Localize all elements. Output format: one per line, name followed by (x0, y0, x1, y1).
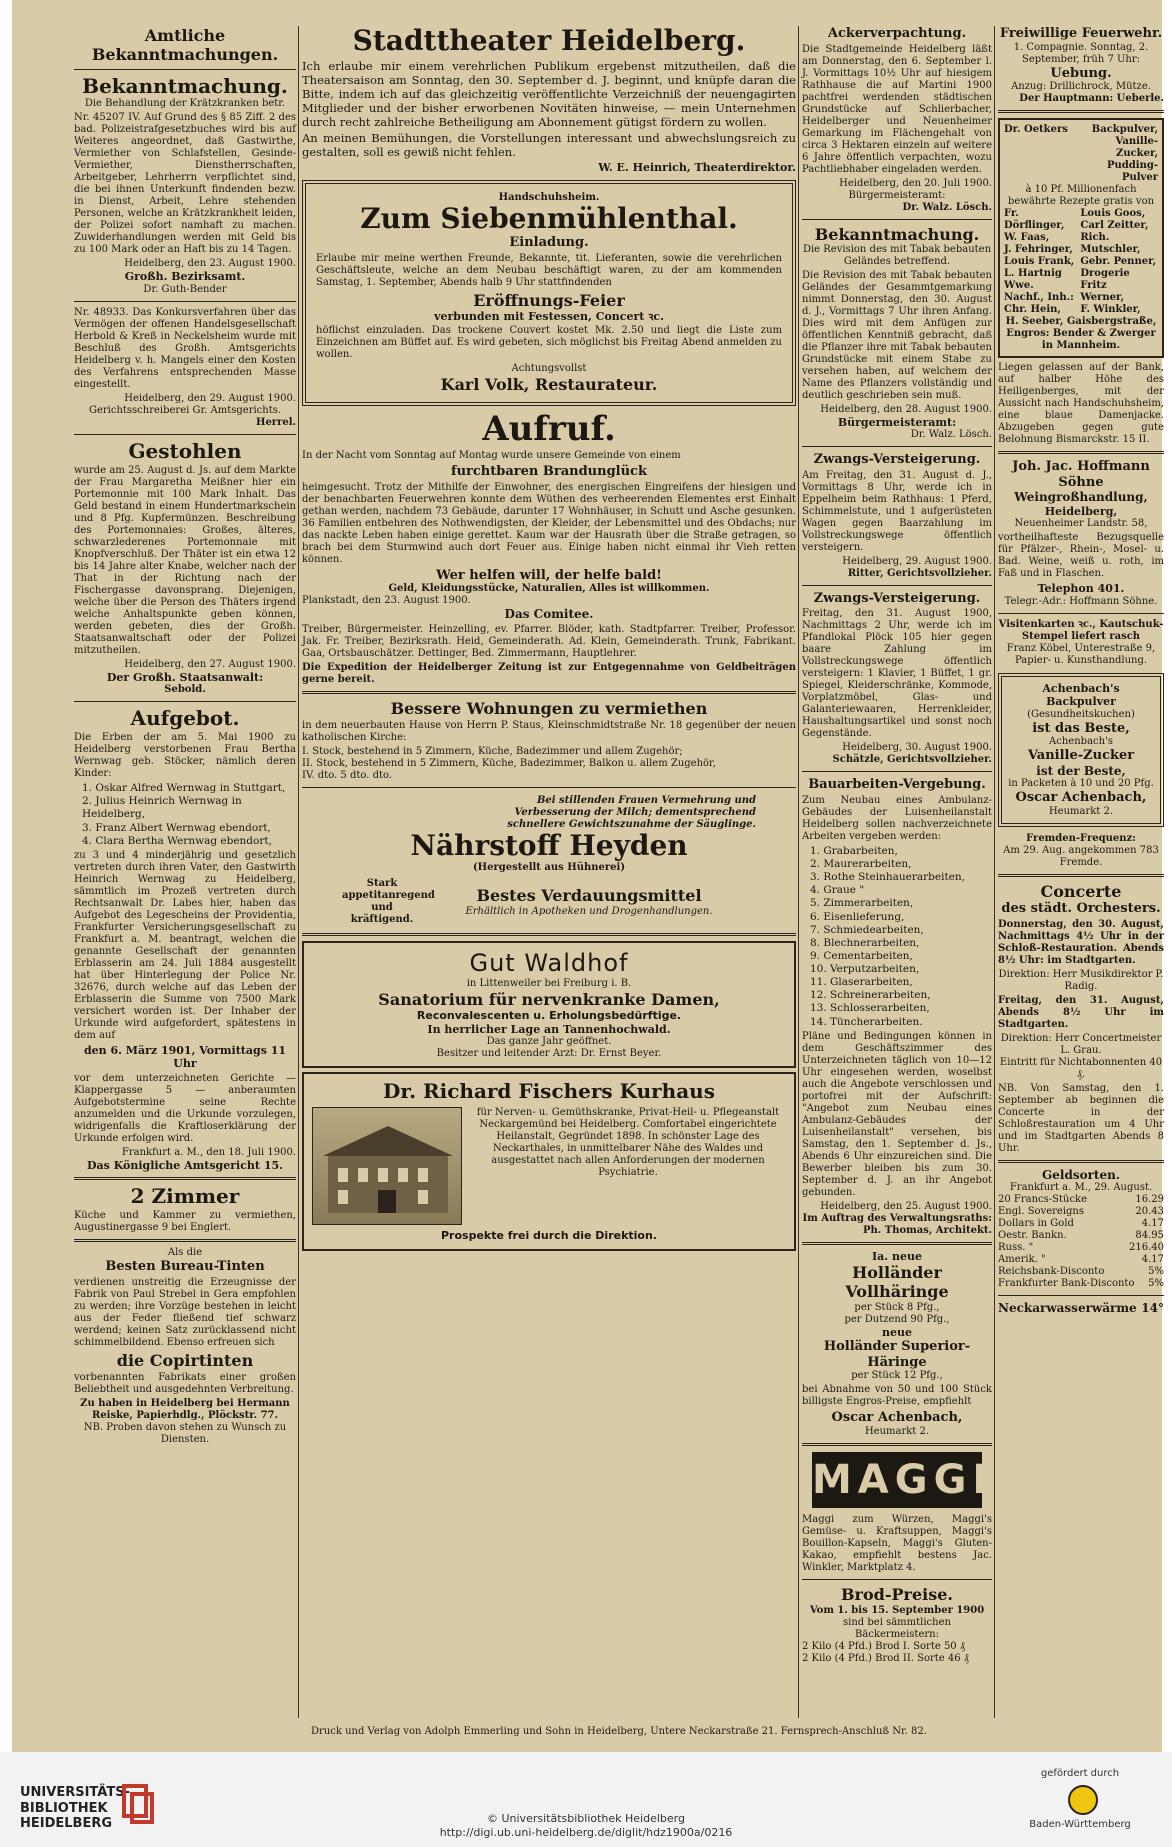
water-title: Neckarwasserwärme (998, 1301, 1137, 1316)
auction-date: Heidelberg, 30. August 1900. (842, 742, 992, 754)
oetker-shops-left (1004, 208, 1080, 316)
water-value: 14° (1141, 1301, 1164, 1316)
divider (802, 585, 992, 586)
herring-price: per Stück 8 Pfg., (854, 1301, 940, 1313)
inn-text-2: höflichst einzuladen. Das trockene Couvert kostet Mk. 2.50 und liegt die Liste zum Einzeichnen am Büffet auf. Es wird gebeten, sich möglichst bis Freitag Abend anmelden zu wollen. (316, 325, 782, 361)
currency-name: Engl. Sovereigns (998, 1206, 1085, 1218)
money-row (998, 1194, 1164, 1206)
money-row (998, 1254, 1164, 1266)
notice-date: Heidelberg, den 23. August 1900. (124, 258, 296, 270)
achenbach-ad (998, 673, 1164, 827)
wine-telephone: Telephon 401. (1037, 582, 1125, 596)
oetker-shops-right (1080, 208, 1158, 316)
currency-name: Reichsbank-Disconto (998, 1266, 1105, 1278)
divider (998, 451, 1164, 454)
shop-name: Gebr. Penner, (1080, 256, 1157, 268)
works-item: 8. Blechnerarbeiten, (810, 936, 920, 949)
money-title: Geldsorten. (1042, 1167, 1120, 1182)
appeal-lead: In der Nacht vom Sonntag auf Montag wurde unsere Gemeinde von einem (302, 450, 681, 462)
shop-name: W. Faas, (1004, 232, 1050, 244)
herring-title: Holländer Vollhäringe (845, 1263, 949, 1302)
achenbach-lead: Achenbach's (1049, 736, 1113, 748)
achenbach-sub: (Gesundheitskuchen) (1027, 708, 1135, 720)
wine-address: Neuenheimer Landstr. 58, (1014, 518, 1148, 530)
fire-title: Freiwillige Feuerwehr. (999, 26, 1163, 41)
waldhof-lage: In herrlicher Lage an Tannenhochwald. (427, 1022, 671, 1036)
bread-sub: sind bei sämmtlichen Bäckermeistern: (843, 1616, 951, 1640)
notice-title: Bekanntmachung. (82, 74, 288, 99)
shop-name: Fr. Dörflinger, (1004, 208, 1065, 232)
auction-text: Am Freitag, den 31. August d. J., Vormittags 8 Uhr, werde ich in Eppelheim beim Rathhaus: 1 Pferd, Schimmelstute, und 1 aufgerüsteten Wagen gegen Baarzahlung im Vollstreckungswege öffentlich versteigern. (802, 469, 992, 553)
lease-office: Bürgermeisteramt: (848, 189, 946, 201)
concert-title: Concerte (1040, 882, 1122, 902)
shop-name: L. Hartnig Wwe. (1004, 268, 1062, 292)
committee-note: Die Expedition der Heidelberger Zeitung ist zur Entgegennahme von Geldbeiträgen gerne bereit. (302, 661, 796, 685)
bankruptcy-text: Nr. 48933. Das Konkursverfahren über das Vermögen der offenen Handelsgesellschaft Herbold & Kreß in Neckelsheim wurde mit Beschluß des Großh. Amtsgerichts Heidelberg v. h. Mangels einer den Kosten des Verfahrens entsprechenden Masse eingestellt. (74, 306, 296, 390)
stolen-date: Heidelberg, den 27. August 1900. (124, 658, 296, 670)
shop-name: Nachf., Inh.: (1004, 292, 1074, 304)
shop-name: Carl Zeitter, (1080, 220, 1149, 232)
appeal-call: Wer helfen will, der helfe bald! (436, 567, 662, 583)
oetker-price: à 10 Pf. Millionenfach bewährte Rezepte gratis von (1007, 184, 1155, 208)
divider (998, 1295, 1164, 1296)
herring-text: bei Abnahme von 50 und 100 Stück billigste Engros-Preise, empfiehlt (802, 1384, 992, 1408)
cards-text: Visitenkarten ꝛc., Kautschuk-Stempel liefert rasch (998, 618, 1164, 642)
divider (302, 691, 796, 694)
achenbach-vanilla: Vanille-Zucker (1027, 748, 1135, 764)
works-text-2: Pläne und Bedingungen können in dem Geschäftszimmer des Unterzeichneten täglich von 10—12 Uhr eingesehen werden, woselbst auch die Angebote verschlossen und portofrei mit der Aufschrift: "Angebot zum Neubau eines Ambulanz-Gebäudes der Luisenheilanstalt" versehen, bis Samstag, den 1. September d. Js., Abends 6 Uhr einzureichen sind. Die Bewerber bleiben bis zum 30. September d. J. an ihr Angebot gebunden. (802, 1030, 992, 1198)
money-row (998, 1230, 1164, 1242)
oetker-items: Backpulver, Vanille-Zucker, Pudding-Pulver (1091, 124, 1158, 184)
achenbach-title: Achenbach's Backpulver (1042, 681, 1120, 709)
flats-text: in dem neuerbauten Hause von Herrn P. Staus, Kleinschmidtstraße Nr. 18 gegenüber der neuen katholischen Kirche: (302, 720, 796, 744)
food-sub: (Hergestellt aus Hühnerei) (472, 861, 626, 873)
food-claim: Bestes Verdauungsmittel (476, 886, 702, 906)
oetker-shops (1004, 208, 1158, 316)
heir-item: 4. Clara Bertha Wernwag ebendort, (82, 834, 272, 847)
money-row (998, 1242, 1164, 1254)
waldhof-ad (302, 941, 796, 1068)
appeal-date: Plankstadt, den 23. August 1900. (302, 595, 471, 607)
herring-lead: Ia. neue (872, 1249, 922, 1263)
waldhof-location: in Littenweiler bei Freiburg i. B. (466, 978, 632, 990)
banns-term: den 6. März 1901, Vormittags 11 Uhr (83, 1043, 287, 1071)
currency-name: Russ. " (998, 1242, 1034, 1254)
theater-signature: W. E. Heinrich, Theaterdirektor. (598, 160, 796, 174)
shop-name: J. Fehringer, (1004, 244, 1073, 256)
divider (302, 787, 796, 788)
achenbach-best: ist das Beste, (1032, 720, 1130, 736)
works-item: 3. Rothe Steinhauerarbeiten, (810, 871, 965, 884)
wine-sub: Weingroßhandlung, (1014, 490, 1148, 505)
concert-1-director: Direktion: Herr Musikdirektor P. Radig. (998, 968, 1164, 992)
fire-signature: Der Hauptmann: Ueberle. (1019, 93, 1164, 105)
money-header: Frankfurt a. M., 29. August. (1009, 1182, 1153, 1194)
herring-price: per Dutzend 90 Pfg., (844, 1313, 950, 1325)
divider (998, 874, 1164, 877)
inn-event-sub: verbunden mit Festessen, Concert ꝛc. (434, 309, 664, 323)
stolen-title: Gestohlen (128, 438, 242, 463)
currency-name: Frankfurter Bank-Disconto (998, 1278, 1135, 1290)
waldhof-sub: Reconvalescenten u. Erholungsbedürftige. (416, 1009, 682, 1023)
currency-name: 20 Francs-Stücke (998, 1194, 1088, 1206)
bankruptcy-date: Heidelberg, den 29. August 1900. (124, 392, 296, 404)
appeal-goods: Geld, Kleidungsstücke, Naturalien, Alles ist willkommen. (388, 583, 710, 595)
divider (802, 1443, 992, 1446)
inn-signature: Karl Volk, Restaurateur. (440, 375, 658, 395)
copyright-block (0, 1812, 1172, 1841)
works-item: 12. Schreinerarbeiten, (810, 989, 931, 1002)
copyright-text: © Universitätsbibliothek Heidelberg (486, 1812, 685, 1825)
cards-seller: Franz Köbel, Unterestraße 9, Papier- u. Kunsthandlung. (1006, 642, 1156, 666)
appeal-title: Aufruf. (482, 409, 616, 450)
divider (998, 613, 1164, 614)
tobacco-text: Die Revision des mit Tabak bebauten Geländes der Gesammtgemarkung nimmt Donnerstag, den 30. August d. J., Vormittags 7 Uhr ihren Anfang. Dies wird mit dem Anfügen zur öffentlichen Kenntniß gebracht, daß die Pflanzer ihre mit Tabak bebauten Grundstücke mit einem Stabe zu versehen haben, auf welchem der Name des Pflanzers vollständig und deutlich geschrieben sein muß. (802, 269, 992, 401)
divider (302, 933, 796, 936)
inn-title: Zum Siebenmühlenthal. (360, 202, 738, 236)
visitors-title: Fremden-Frequenz: (1026, 833, 1136, 845)
banns-text-2: zu 3 und 4 minderjährig und gesetzlich vertreten durch ihren Vater, den Gastwirth Heinrich Wernwag zu Heidelberg, sämmtlich im Prozeß vertreten durch Rechtsanwalt Dr. Labes hier, haben das Aufgebot des Legescheins der Providentia, Frankfurter Versicherungsgesellschaft zu Frankfurt a. M. beantragt, welchen die genannte Gesellschaft der genannten Erblasserin am 24. Juli 1884 ausgestellt hat über Hinterlegung der Police Nr. 32676, durch welche auf das Leben der Erblasserin die Summe von 7500 Mark versichert worden ist. Der Inhaber der Urkunde wird aufgefordert, spätestens in dem auf (74, 849, 296, 1041)
section-header: Amtliche Bekanntmachungen. (91, 26, 279, 65)
column-rule (798, 26, 799, 1718)
heir-item: 2. Julius Heinrich Wernwag in Heidelberg, (82, 795, 242, 821)
auction-signature: Schätzle, Gerichtsvollzieher. (832, 754, 992, 766)
works-item: 10. Verputzarbeiten, (810, 963, 920, 976)
works-title: Bauarbeiten-Vergebung. (808, 777, 986, 793)
maggi-text: Maggi zum Würzen, Maggi's Gemüse- u. Kraftsuppen, Maggi's Bouillon-Kapseln, Maggi's Gluten-Kakao, empfiehlt bestens Jac. Winkler, Marktplatz 4. (802, 1514, 992, 1574)
works-item: 14. Tüncherarbeiten. (810, 1015, 923, 1028)
copy-ink-note: NB. Proben davon stehen zu Wunsch zu Diensten. (83, 1421, 287, 1445)
visitors-text: Am 29. Aug. angekommen 783 Fremde. (1003, 845, 1159, 869)
currency-value: 16.29 (1135, 1194, 1164, 1206)
herring-address: Heumarkt 2. (864, 1425, 930, 1437)
tobacco-title: Bekanntmachung. (814, 224, 980, 244)
divider (74, 301, 296, 302)
works-item: 1. Grabarbeiten, (810, 844, 898, 857)
works-item: 11. Glaserarbeiten, (810, 976, 913, 989)
copy-ink-seller: Zu haben in Heidelberg bei Hermann Reiske, Papierhdlg., Plöckstr. 77. (80, 1397, 290, 1421)
concert-sub: des städt. Orchesters. (1001, 901, 1161, 917)
maggi-logo: MAGGI (812, 1452, 982, 1509)
concert-fee: Eintritt für Nichtabonnenten 40 ₰. (999, 1056, 1163, 1080)
kurhaus-building-image (312, 1107, 462, 1225)
currency-name: Dollars in Gold (998, 1218, 1074, 1230)
inn-invite: Einladung. (509, 235, 589, 251)
bread-period: Vom 1. bis 15. September 1900 (809, 1604, 985, 1616)
waldhof-open: Das ganze Jahr geöffnet. (486, 1036, 612, 1048)
appeal-text: heimgesucht. Trotz der Mithilfe der Einwohner, des energischen Eingreifens der hiesigen und der benachbarten Feuerwehren konnte dem Wüthen des verheerenden Elementes erst Einhalt gethan werden, nachdem 73 Gebäude, darunter 17 Wohnhäuser, in Schutt und Asche gesunken. 36 Familien entbehren des Nothwendigsten, der Kleider, der Lebensmittel und des Obdachs; nur das nackte Leben haben einige gerettet. Kaum war der Hausrath über die Straße getragen, so brach bei dem Sturmwind auch dort Feuer aus. Einige haben nicht einmal ihr Vieh retten können. (302, 481, 796, 565)
theater-title: Stadttheater Heidelberg. (352, 24, 746, 57)
oetker-brand: Dr. Oetkers (1004, 124, 1068, 136)
currency-value: 5% (1148, 1278, 1164, 1290)
shop-name: Rich. Mutschler, (1080, 232, 1141, 256)
theater-text: Ich erlaube mir einem verehrlichen Publikum ergebenst mitzutheilen, daß die Theatersaison am Sonntag, den 30. September d. J. beginnt, und knüpfe daran die Bitte, indem ich auf das gleichzeitig veröffentlichte Verzeichniß der neuengagirten Mitglieder und der bisher erworbenen Novitäten hinweise, — mein Unternehmen durch recht zahlreiche Betheiligung am Abonnement gütigst fördern zu wollen. (302, 58, 796, 129)
food-title: Nährstoff Heyden (410, 829, 688, 863)
concert-note: NB. Von Samstag, den 1. September ab beginnen die Concerte in der Schloßrestauration um 4 Uhr und im Stadtgarten Abends 8 Uhr. (998, 1082, 1164, 1154)
wine-text: vortheilhafteste Bezugsquelle für Pfälzer-, Rhein-, Mosel- u. Bad. Weine, weiß u. roth, im Faß und in Flaschen. (998, 532, 1164, 580)
tobacco-office: Bürgermeisteramt: (837, 415, 957, 429)
banns-court: Das Königliche Amtsgericht 15. (87, 1158, 283, 1172)
column-official-notices (74, 26, 296, 1718)
notice-office: Großh. Bezirksamt. (124, 270, 246, 284)
banns-title: Aufgebot. (130, 706, 240, 731)
auction-signature: Ritter, Gerichtsvollzieher. (847, 567, 992, 579)
currency-name: Amerik. " (998, 1254, 1046, 1266)
bread-row: 2 Kilo (4 Pfd.) Brod II. Sorte 46 ₰ (802, 1652, 969, 1664)
notice-signature: Dr. Guth-Bender (143, 283, 227, 295)
library-line: HEIDELBERG (20, 1816, 113, 1832)
stolen-office: Der Großh. Staatsanwalt: (106, 670, 264, 684)
works-item: 13. Schlosserarbeiten, (810, 1002, 930, 1015)
works-text: Zum Neubau eines Ambulanz-Gebäudes der Luisenheilanstalt Heidelberg sollen nachverzeichnete Arbeiten vergeben werden: (802, 794, 992, 842)
works-item: 6. Eisenlieferung, (810, 910, 905, 923)
bread-row: 2 Kilo (4 Pfd.) Brod I. Sorte 50 ₰ (802, 1640, 965, 1652)
library-line: UNIVERSITÄTS- (20, 1785, 130, 1800)
works-signature: Im Auftrag des Verwaltungsraths: Ph. Thomas, Architekt. (802, 1212, 992, 1236)
shop-name: Chr. Hein, (1004, 304, 1061, 316)
imprint-line: Druck und Verlag von Adolph Emmerling und Sohn in Heidelberg, Untere Neckarstraße 21. Fernsprech-Anschluß Nr. 82. (311, 1726, 927, 1737)
state-crest-icon (1068, 1785, 1098, 1815)
ink-title: Besten Bureau-Tinten (105, 1259, 265, 1275)
lost-jacket-text: Liegen gelassen auf der Bank, auf halber Höhe des Heiligenberges, mit der Aussicht nach Handschuhsheim, eine blaue Damenjacke. Abzugeben gegen gute Belohnung Bismarckstr. 15 II. (998, 362, 1164, 446)
divider (74, 434, 296, 435)
sponsor-label: gefördert durch (1040, 1768, 1120, 1779)
flats-row: IV. dto. 5 dto. dto. (302, 770, 393, 782)
inn-ad (302, 180, 796, 406)
works-item: 5. Zimmerarbeiten, (810, 897, 914, 910)
currency-name: Oestr. Bankn. (998, 1230, 1067, 1242)
column-rule (298, 26, 299, 1718)
committee-title: Das Comitee. (504, 607, 594, 622)
flats-title: Bessere Wohnungen zu vermiethen (390, 698, 708, 718)
concert-1: Donnerstag, den 30. August, Nachmittags 4½ Uhr in der Schloß-Restauration. Abends 8½ Uhr: im Stadtgarten. (998, 918, 1164, 966)
concert-2-director: Direktion: Herr Concertmeister L. Grau. (1000, 1032, 1162, 1056)
bankruptcy-office: Gerichtsschreiberei Gr. Amtsgerichts. (88, 404, 282, 416)
herring-neue: neue (882, 1325, 912, 1339)
kurhaus-ad (302, 1072, 796, 1250)
divider (998, 1160, 1164, 1163)
wine-title: Joh. Jac. Hoffmann Söhne (1012, 459, 1150, 490)
achenbach-price: in Packeten à 10 und 20 Pfg. (1008, 778, 1154, 790)
food-row (342, 878, 756, 926)
currency-value: 5% (1148, 1266, 1164, 1278)
lease-title: Ackerverpachtung. (827, 26, 967, 41)
rooms-title: 2 Zimmer (130, 1184, 240, 1209)
waldhof-title: Gut Waldhof (469, 948, 629, 977)
column-rule (994, 26, 995, 1718)
ink-lead: Als die (167, 1247, 203, 1259)
banns-text: Die Erben der am 5. Mai 1900 zu Heidelberg verstorbenen Frau Bertha Wernwag geb. Stöcker, nämlich deren Kinder: (74, 732, 296, 780)
works-date: Heidelberg, den 25. August 1900. (820, 1200, 992, 1212)
bankruptcy-signature: Herrel. (256, 416, 296, 428)
waldhof-sanatorium: Sanatorium für nervenkranke Damen, (378, 990, 720, 1010)
inn-place: Handschuhsheim. (498, 192, 600, 204)
divider (74, 1239, 296, 1242)
concert-2: Freitag, den 31. August, Abends 8½ Uhr im Stadtgarten. (998, 994, 1164, 1030)
wine-city: Heidelberg, (1044, 505, 1118, 518)
waldhof-owner: Besitzer und leitender Arzt: Dr. Ernst Beyer. (436, 1048, 662, 1060)
fire-text: 1. Compagnie. Sonntag, 2. September, früh 7 Uhr: (1013, 41, 1149, 65)
auction-text: Freitag, den 31. August 1900, Nachmittags 2 Uhr, werde ich im Pfandlokal Plöck 105 hier gegen baare Zahlung im Vollstreckungswege öffentlich versteigern: 1 Klavier, 1 Büffet, 1 gr. Spiegel, Kleiderschränke, Kommode, Vorplatzmöbel, Glas- und Galanteriewaaren, Herrenkleider, Haushaltungsartikel und sonst noch Gegenstände. (802, 608, 992, 740)
kurhaus-row (312, 1107, 786, 1225)
inn-text: Erlaube mir meine werthen Freunde, Bekannte, tit. Lieferanten, sowie die verehrlichen Geschäftsleute, welche an dem Neubau beschäftigt waren, zu der am kommenden Samstag, 1. September, Abends halb 9 Uhr stattfindenden (316, 252, 782, 288)
food-availability: Erhältlich in Apotheken und Drogenhandlungen. (465, 905, 713, 917)
currency-value: 216.40 (1129, 1242, 1164, 1254)
wine-telegram: Telegr.-Adr.: Hoffmann Söhne. (1004, 595, 1158, 607)
fire-event: Uebung. (1050, 65, 1112, 81)
works-item: 7. Schmiedearbeiten, (810, 923, 924, 936)
divider (74, 701, 296, 702)
ink-text: verdienen unstreitig die Erzeugnisse der Fabrik von Paul Strebel in Gera empfohlen zu werden; ihre Vorzüge bestehen in leicht aus der Feder fließend tief schwarz werdend; keinen Satz zurücklassend nicht schimmelbildend. Ebenso erfreuen sich (74, 1276, 296, 1348)
money-row (998, 1266, 1164, 1278)
oetker-ad (998, 118, 1164, 358)
divider (998, 110, 1164, 113)
kurhaus-text: für Nerven- u. Gemüthskranke, Privat-Heil- u. Pflegeanstalt Neckargemünd bei Heidelberg. Comfortabel eingerichtete Heilanstalt, Gegründet 1898. In schönster Lage des Neckarthales, in unmittelbarer Nähe des Waldes und ausgestattet nach allen Anforderungen der modernen Psychiatrie. (476, 1107, 780, 1179)
inn-event: Eröffnungs-Feier (473, 290, 625, 310)
oetker-more: H. Seeber, Gaisbergstraße, (1005, 316, 1157, 328)
achenbach-address: Heumarkt 2. (1048, 806, 1114, 818)
column-small-ads (998, 26, 1164, 1718)
kurhaus-footer: Prospekte frei durch die Direktion. (440, 1229, 657, 1243)
oetker-engros: Engros: Bender & Zwerger in Mannheim. (1006, 328, 1156, 352)
auction-title: Zwangs-Versteigerung. (813, 590, 981, 606)
shop-name: Louis Goos, (1080, 208, 1146, 220)
column-main-ads (302, 26, 796, 1718)
stolen-signature: Sebold. (164, 684, 206, 696)
tobacco-lead: Die Revision des mit Tabak bebauten Geländes betreffend. (802, 243, 992, 267)
works-item: 4. Graue " (810, 884, 865, 897)
banns-date: Frankfurt a. M., den 18. Juli 1900. (121, 1146, 296, 1158)
source-url[interactable]: http://digi.ub.uni-heidelberg.de/diglit/hdz1900a/0216 (439, 1826, 733, 1840)
currency-value: 4.17 (1141, 1218, 1164, 1230)
tobacco-date: Heidelberg, den 28. August 1900. (820, 403, 992, 415)
achenbach-seller: Oscar Achenbach, (1015, 790, 1147, 806)
herring-seller: Oscar Achenbach, (831, 1410, 963, 1426)
inn-regards: Achtungsvollst (511, 363, 587, 375)
food-claim-wrap (422, 886, 756, 917)
lease-signature: Dr. Walz. Lösch. (902, 201, 992, 213)
shop-name: Werner, (1080, 292, 1125, 304)
sponsor-name: Baden-Württemberg (1029, 1819, 1131, 1830)
divider (802, 1242, 992, 1245)
bread-title: Brod-Preise. (841, 1585, 953, 1605)
currency-value: 4.17 (1141, 1254, 1164, 1266)
notice-text: Nr. 45207 IV. Auf Grund des § 85 Ziff. 2 des bad. Polizeistrafgesetzbuches wird bis auf Weiteres angeordnet, daß Gastwirthe, Vermiether von Schlafstellen, Gesinde-Vermiether, Dienstherrschaften, Arbeitgeber, Lehrherrn verpflichtet sind, die bei ihnen Unterkunft findenden bezw. in Dienst, Arbeit, Lehre stehenden Personen, welche an Krätzkrankheit leiden, der Polizei sofort namhaft zu machen. Zuwiderhandlungen werden mit Geld bis zu 100 Mark oder an Haft bis zu 14 Tagen. (74, 112, 296, 256)
divider (802, 219, 992, 220)
money-row (998, 1278, 1164, 1290)
copy-ink-text: vorbenannten Fabrikats einer großen Beliebtheit und ausgedehnten Verbreitung. (74, 1371, 296, 1395)
flats-row: II. Stock, bestehend in 5 Zimmern, Küche, Badezimmer, Balkon u. allem Zugehör, (302, 758, 716, 770)
achenbach-best-2: ist der Beste, (1036, 763, 1126, 778)
money-row (998, 1218, 1164, 1230)
fire-dress: Anzug: Drillichrock, Mütze. (1011, 81, 1151, 93)
divider (74, 1177, 296, 1180)
divider (802, 1579, 992, 1580)
oetker-header (1004, 124, 1158, 184)
auction-date: Heidelberg, 29. August 1900. (842, 555, 992, 567)
shop-name: Louis Frank, (1004, 256, 1075, 268)
works-item: 2. Maurerarbeiten, (810, 858, 912, 871)
currency-value: 20.43 (1135, 1206, 1164, 1218)
works-item: 9. Cementarbeiten, (810, 949, 913, 962)
money-row (998, 1206, 1164, 1218)
divider (74, 69, 296, 70)
rooms-text: Küche und Kammer zu vermiethen, Augustinergasse 9 bei Englert. (74, 1210, 296, 1234)
column-local-notices (802, 26, 992, 1718)
tobacco-signature: Dr. Walz. Lösch. (910, 429, 992, 441)
herring-title-2: Holländer Superior-Häringe (823, 1338, 971, 1370)
lease-date: Heidelberg, den 20. Juli 1900. (839, 177, 992, 189)
building-illustration (313, 1108, 463, 1226)
lease-text: Die Stadtgemeinde Heidelberg läßt am Donnerstag, den 6. September l. J. Vormittags 10½ Uhr auf hiesigem Rathhause die auf Martini 1900 pachtfrei werdenden städtischen Grundstücke auf Schlierbacher, Heidelberger und Neuenheimer Gemarkung im Flächengehalt von circa 3 Hektaren einzeln auf weitere 6 Jahre öffentlich verpachten, wozu Pachtliebhaber eingeladen werden. (802, 43, 992, 175)
water-temperature (998, 1301, 1164, 1316)
food-note: Bei stillenden Frauen Vermehrung und Verbesserung der Milch; dementsprechend schnellere Gewichtszunahme der Säuglinge. (507, 795, 756, 831)
currency-value: 84.95 (1135, 1230, 1164, 1242)
banns-text-3: vor dem unterzeichneten Gerichte — Klappergasse 5 — anberaumten Aufgebotstermine seine Rechte anzumelden und die Urkunde vorzulegen, widrigenfalls die Kraftloserklärung der Urkunde erfolgen wird. (74, 1072, 296, 1144)
theater-text-2: An meinen Bemühungen, die Vorstellungen interessant und abwechslungsreich zu gestalten, soll es gewiß nicht fehlen. (302, 130, 796, 159)
herring-price: per Stück 12 Pfg., (851, 1370, 943, 1382)
shop-name: F. Winkler, (1080, 304, 1141, 316)
divider (802, 446, 992, 447)
food-left: Stark appetitanregend und kräftigend. (342, 877, 435, 925)
divider (802, 771, 992, 772)
heir-item: 1. Oskar Alfred Wernwag in Stuttgart, (82, 782, 286, 795)
food-ad (302, 793, 796, 928)
stolen-text: wurde am 25. August d. Js. auf dem Markte der Frau Margaretha Meißner hier ein Portemonnie mit 100 Mark Inhalt. Das Geld bestand in einem Hundertmarkschein und 8 Pfg. Kupfermünzen. Beschreibung des Portemonnaies: Großes, älteres, schwarzlederenes Portemonnaie mit Knopfverschluß. Der Thäter ist ein etwa 12 bis 14 Jahre alter Knabe, welcher nach der That in der Richtung nach der Fischergasse davonsprang. Diejenigen, welche über die Person des Thäters irgend welche Anhaltspunkte geben können, werden gebeten, dies der Großh. Staatsanwaltschaft oder der Polizei mitzutheilen. (74, 464, 296, 656)
auction-title: Zwangs-Versteigerung. (813, 452, 981, 468)
newspaper-page (12, 0, 1162, 1752)
copy-ink-title: die Copirtinten (116, 1350, 254, 1370)
notice-lead: Die Behandlung der Krätzkranken betr. (84, 98, 286, 110)
heir-item: 3. Franz Albert Wernwag ebendort, (82, 821, 271, 834)
committee-text: Treiber, Bürgermeister. Heinzelling, ev. Pfarrer. Blöder, kath. Stadtpfarrer. Treiber, Professor. Jak. Fr. Treiber, Bezirksrath. Heid, Gemeinderath. Ad. Klein, Gemeinderath. Trunk, Fabrikant. Gaa, Ortsbauschätzer. Dettinger, Bed. Zimmermann, Hauptlehrer. (302, 623, 796, 659)
library-line: BIBLIOTHEK (20, 1800, 108, 1816)
shop-name: Drogerie Fritz (1080, 268, 1130, 292)
kurhaus-title: Dr. Richard Fischers Kurhaus (383, 1079, 715, 1104)
page-frame (74, 26, 1164, 1740)
appeal-disaster: furchtbaren Brandunglück (451, 464, 647, 480)
flats-row: I. Stock, bestehend in 5 Zimmern, Küche, Badezimmer und allem Zugehör; (302, 746, 683, 758)
